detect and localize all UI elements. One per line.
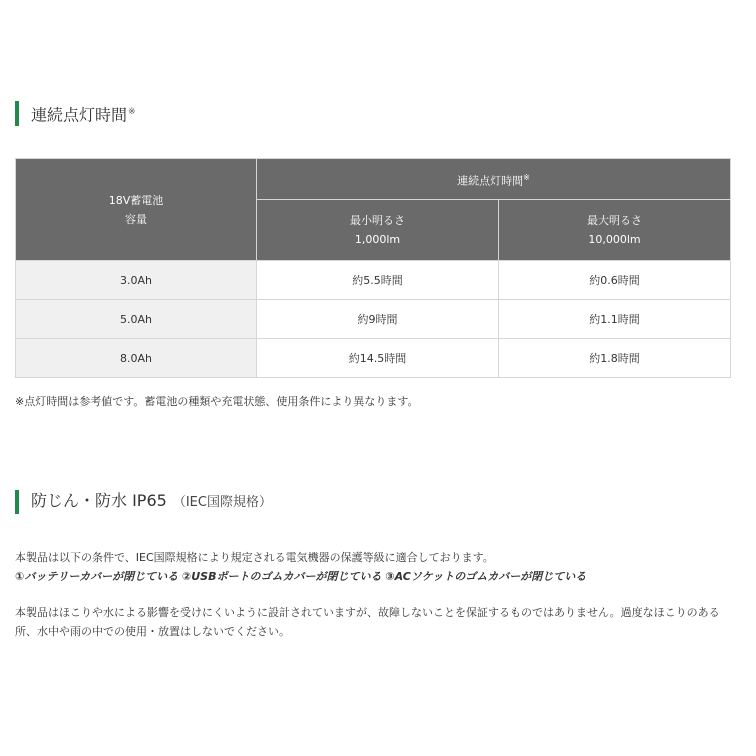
asterisk-mark: ※ bbox=[128, 107, 136, 117]
max-brightness-label: 最大明るさ bbox=[587, 214, 642, 227]
capacity-header bbox=[16, 159, 257, 261]
table-row bbox=[16, 339, 731, 378]
max-time-cell: 約0.6時間 bbox=[499, 261, 731, 300]
section-subtitle: （IEC国際規格） bbox=[172, 495, 272, 510]
table-row bbox=[16, 261, 731, 300]
reference-note: ※点灯時間は参考値です。蓄電池の種類や充電状態、使用条件により異なります。 bbox=[15, 395, 419, 408]
min-brightness-value: 1,000lm bbox=[354, 233, 401, 246]
max-brightness-value: 10,000lm bbox=[588, 233, 641, 246]
capacity-cell: 5.0Ah bbox=[16, 300, 257, 339]
min-brightness-label: 最小明るさ bbox=[350, 214, 405, 227]
group-header-mark: ※ bbox=[523, 172, 530, 182]
max-time-cell: 約1.1時間 bbox=[499, 300, 731, 339]
section-title-text: 防じん・防水 IP65 bbox=[31, 491, 167, 510]
section-title-text: 連続点灯時間 bbox=[31, 105, 128, 125]
capacity-cell: 8.0Ah bbox=[16, 339, 257, 378]
lighting-time-table bbox=[15, 158, 731, 378]
capacity-cell: 3.0Ah bbox=[16, 261, 257, 300]
conformance-paragraph: 本製品は以下の条件で、IEC国際規格により規定される電気機器の保護等級に適合しております。 bbox=[15, 551, 494, 564]
section-title-dust-water bbox=[15, 490, 272, 514]
min-brightness-header bbox=[257, 200, 499, 261]
disclaimer-paragraph: 本製品はほこりや水による影響を受けにくいように設計されていますが、故障しないことを保証するものではありません。過度なほこりのある所、水中や雨の中での使用・放置はしないでください。 bbox=[15, 606, 720, 638]
group-header-text: 連続点灯時間 bbox=[457, 174, 524, 188]
min-time-cell: 約9時間 bbox=[257, 300, 499, 339]
conditions-paragraph: ①バッテリーカバーが閉じている ②USBポートのゴムカバーが閉じている ③ACソケットのゴムカバーが閉じている bbox=[15, 570, 587, 583]
capacity-header-line2: 容量 bbox=[125, 212, 147, 226]
capacity-header-line1: 18V蓄電池 bbox=[108, 193, 164, 207]
group-header bbox=[257, 159, 731, 200]
min-time-cell: 約14.5時間 bbox=[257, 339, 499, 378]
max-brightness-header bbox=[499, 200, 731, 261]
table-row bbox=[16, 300, 731, 339]
section-title-continuous-lighting bbox=[15, 101, 136, 126]
min-time-cell: 約5.5時間 bbox=[257, 261, 499, 300]
max-time-cell: 約1.8時間 bbox=[499, 339, 731, 378]
